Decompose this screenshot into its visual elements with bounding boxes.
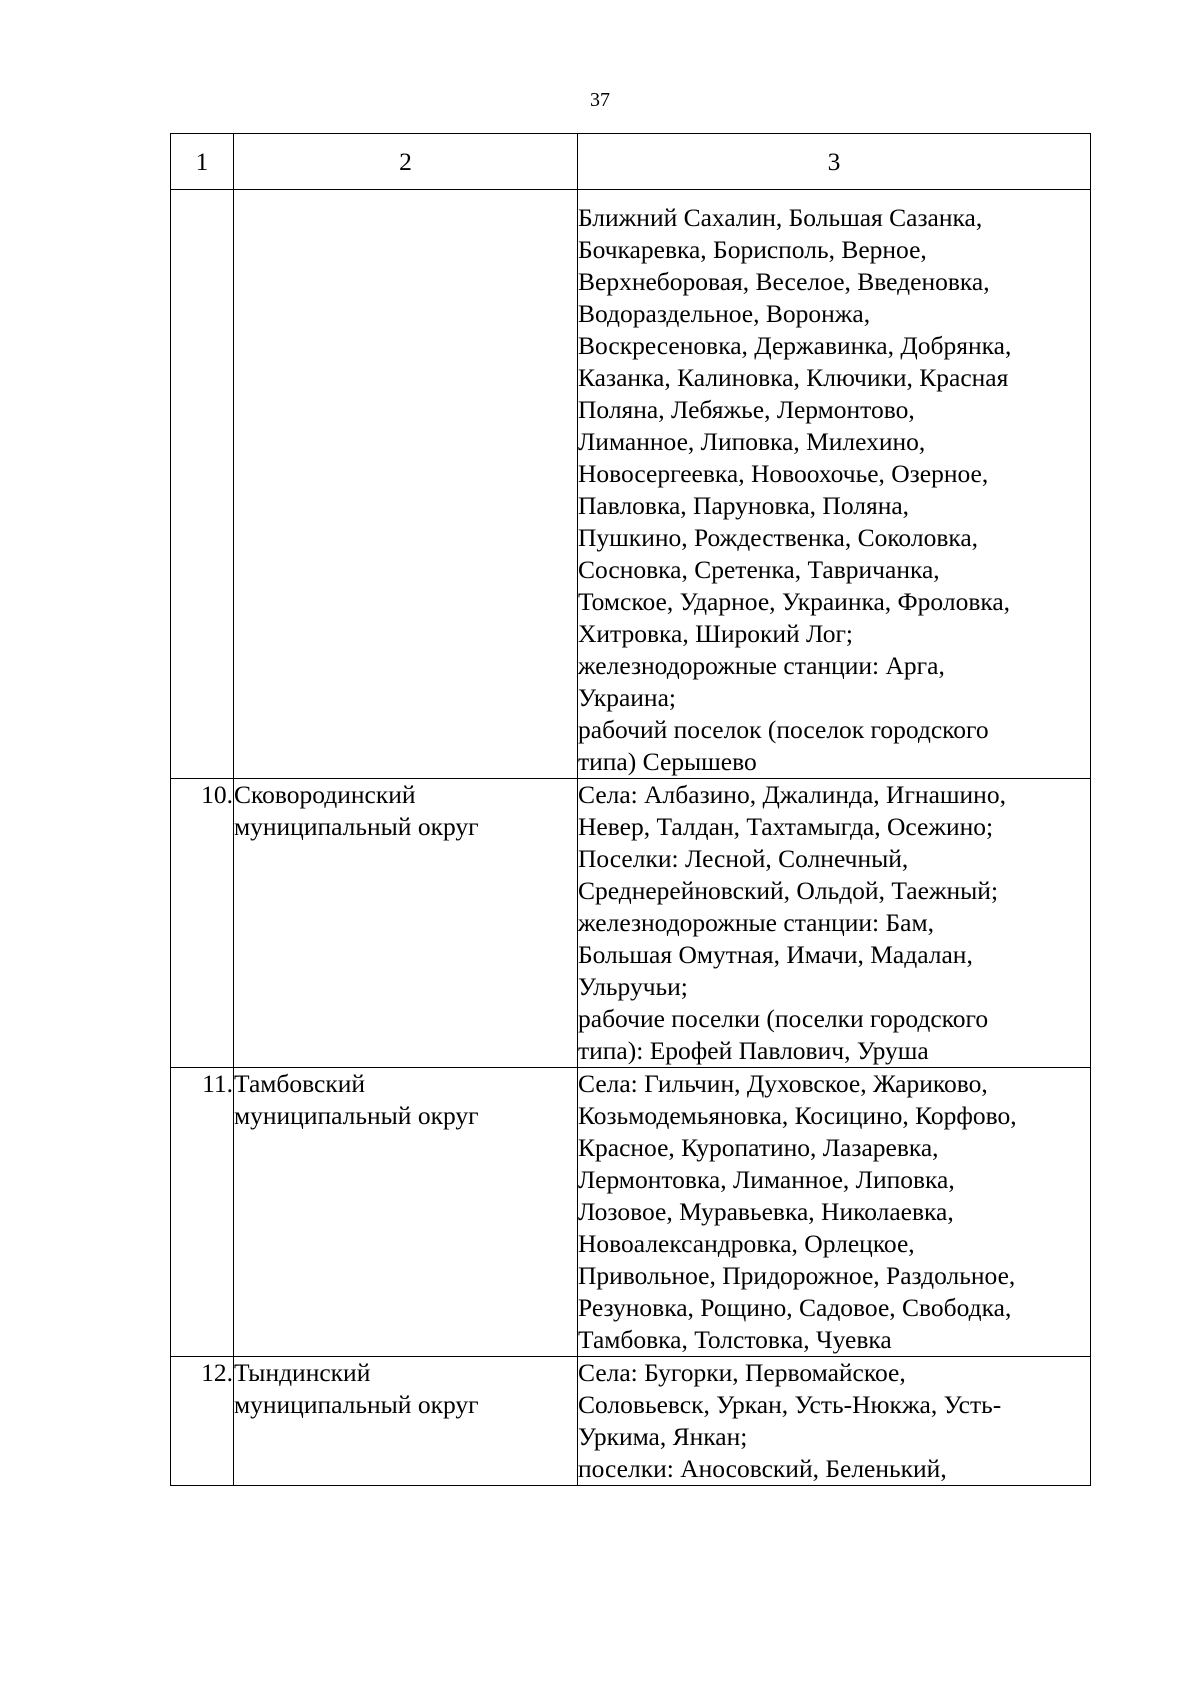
- district-type: муниципальный округ: [234, 812, 479, 841]
- table-row: [171, 1357, 1091, 1486]
- locality-line: рабочий поселок (поселок городского: [578, 715, 989, 744]
- locality-line: Уркима, Янкан;: [578, 1422, 748, 1451]
- locality-line: Привольное, Придорожное, Раздольное,: [578, 1261, 1016, 1290]
- row-number: 10.: [171, 779, 234, 1068]
- header-cell-3: 3: [578, 134, 1091, 190]
- district-cell: [234, 779, 578, 1068]
- district-name: Тындинский: [234, 1358, 371, 1387]
- localities-cell: [578, 779, 1091, 1068]
- locality-line: Пушкино, Рождественка, Соколовка,: [578, 523, 979, 552]
- locality-line: Козьмодемьяновка, Косицино, Корфово,: [578, 1101, 1017, 1130]
- locality-line: Томское, Ударное, Украинка, Фроловка,: [578, 587, 1011, 616]
- locality-line: Воскресеновка, Державинка, Добрянка,: [578, 331, 1012, 360]
- locality-line: типа): Ерофей Павлович, Уруша: [578, 1036, 929, 1065]
- locality-line: Лермонтовка, Лиманное, Липовка,: [578, 1165, 955, 1194]
- district-cell: [234, 1068, 578, 1357]
- header-cell-2: 2: [234, 134, 578, 190]
- table-row: [171, 190, 1091, 779]
- locality-line: Большая Омутная, Имачи, Мадалан,: [578, 940, 973, 969]
- settlements-table: [170, 133, 1091, 1486]
- row-number: 12.: [171, 1357, 234, 1486]
- district-name: Сковородинский: [234, 780, 416, 809]
- row-number: 11.: [171, 1068, 234, 1357]
- locality-line: Павловка, Паруновка, Поляна,: [578, 491, 910, 520]
- locality-line: поселки: Аносовский, Беленький,: [578, 1454, 947, 1483]
- table-row: [171, 1068, 1091, 1357]
- locality-line: Казанка, Калиновка, Ключики, Красная: [578, 363, 1009, 392]
- district-type: муниципальный округ: [234, 1101, 479, 1130]
- locality-line: Верхнеборовая, Веселое, Введеновка,: [578, 267, 990, 296]
- locality-line: Новоалександровка, Орлецкое,: [578, 1229, 915, 1258]
- locality-line: железнодорожные станции: Бам,: [578, 908, 934, 937]
- locality-line: Резуновка, Рощино, Садовое, Свободка,: [578, 1293, 1012, 1322]
- locality-line: Села: Албазино, Джалинда, Игнашино,: [578, 780, 1006, 809]
- localities-cell: [578, 1068, 1091, 1357]
- locality-line: типа) Серышево: [578, 747, 757, 776]
- locality-line: Сосновка, Сретенка, Тавричанка,: [578, 555, 940, 584]
- locality-line: Поселки: Лесной, Солнечный,: [578, 844, 909, 873]
- locality-line: Соловьевск, Уркан, Усть-Нюкжа, Усть-: [578, 1390, 1002, 1419]
- locality-line: Невер, Талдан, Тахтамыгда, Осежино;: [578, 812, 994, 841]
- locality-line: Украина;: [578, 683, 676, 712]
- locality-line: Новосергеевка, Новоохочье, Озерное,: [578, 459, 989, 488]
- locality-line: Лозовое, Муравьевка, Николаевка,: [578, 1197, 954, 1226]
- locality-line: Поляна, Лебяжье, Лермонтово,: [578, 395, 915, 424]
- locality-line: Ульручьи;: [578, 972, 688, 1001]
- locality-line: Красное, Куропатино, Лазаревка,: [578, 1133, 939, 1162]
- locality-line: Хитровка, Широкий Лог;: [578, 619, 854, 648]
- locality-line: Ближний Сахалин, Большая Сазанка,: [578, 203, 983, 232]
- locality-line: Села: Гильчин, Духовское, Жариково,: [578, 1069, 988, 1098]
- table-row: [171, 779, 1091, 1068]
- locality-line: Тамбовка, Толстовка, Чуевка: [578, 1325, 892, 1354]
- locality-line: рабочие поселки (поселки городского: [578, 1004, 989, 1033]
- district-cell: [234, 1357, 578, 1486]
- header-cell-1: 1: [171, 134, 234, 190]
- localities-cell: [578, 190, 1091, 779]
- district-type: муниципальный округ: [234, 1390, 479, 1419]
- locality-line: железнодорожные станции: Арга,: [578, 651, 945, 680]
- district-name: Тамбовский: [234, 1069, 366, 1098]
- locality-line: Бочкаревка, Борисполь, Верное,: [578, 235, 927, 264]
- localities-cell: [578, 1357, 1091, 1486]
- locality-line: Среднерейновский, Ольдой, Таежный;: [578, 876, 999, 905]
- row-number: [171, 190, 234, 779]
- district-cell: [234, 190, 578, 779]
- locality-line: Села: Бугорки, Первомайское,: [578, 1358, 906, 1387]
- table-header-row: [171, 134, 1091, 190]
- locality-line: Водораздельное, Воронжа,: [578, 299, 871, 328]
- locality-line: Лиманное, Липовка, Милехино,: [578, 427, 926, 456]
- page-number: 37: [590, 89, 610, 111]
